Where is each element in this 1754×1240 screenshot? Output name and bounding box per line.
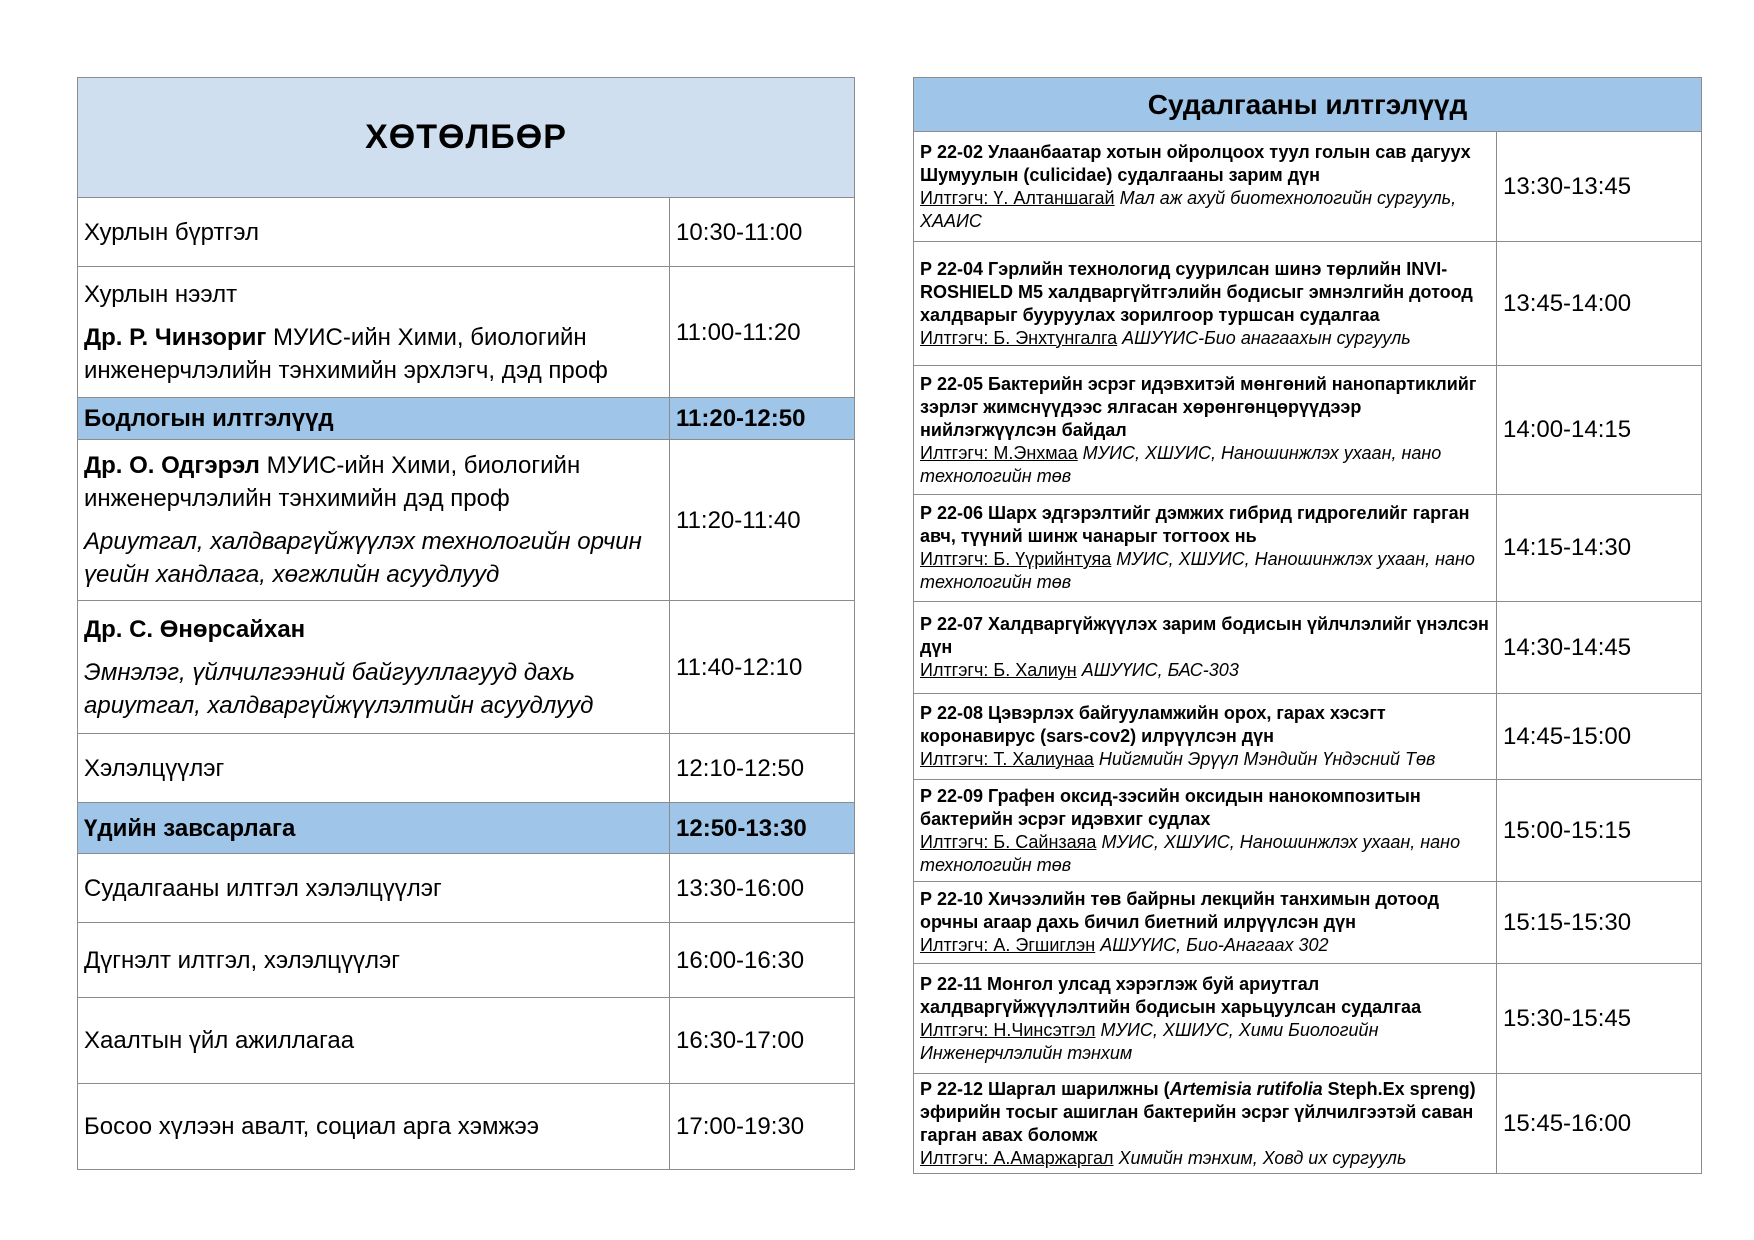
program-item-label: Хурлын бүртгэл bbox=[78, 198, 670, 267]
presentation-cell bbox=[914, 882, 1497, 964]
presentation-cell bbox=[914, 694, 1497, 780]
presentation-cell bbox=[914, 602, 1497, 694]
table-row bbox=[78, 601, 855, 734]
program-item-time: 16:30-17:00 bbox=[670, 998, 855, 1084]
presentation-time: 14:15-14:30 bbox=[1497, 495, 1702, 602]
program-item-speaker-line bbox=[84, 613, 663, 646]
presenter-name: Илтгэгч: Б. Сайнзаяа bbox=[920, 831, 1097, 852]
presenter-affiliation: МУИС, ХШИУС, Хими Биологийн Инженерчлэлийн тэнхим bbox=[920, 1019, 1379, 1063]
presentation-title-part: Steph.Ex spreng) эфирийн тосыг ашиглан бактерийн эсрэг үйлчилгээтэй саван гарган авах боломж bbox=[920, 1078, 1476, 1145]
table-row bbox=[914, 366, 1702, 495]
presentation-cell bbox=[914, 132, 1497, 242]
program-item-label: Хаалтын үйл ажиллагаа bbox=[78, 998, 670, 1084]
presenter-affiliation: АШУҮИС, БАС-303 bbox=[1076, 660, 1239, 680]
table-row bbox=[78, 267, 855, 398]
table-row bbox=[78, 923, 855, 998]
presentation-title: Р 22-05 Бактерийн эсрэг идэвхитэй мөнгөний нанопартиклийг зэрлэг жимснүүдээс ялгасан хөрөнгөнцөрүүдээр нийлэгжүүлсэн байдал bbox=[920, 373, 1477, 440]
presentation-time: 15:30-15:45 bbox=[1497, 964, 1702, 1074]
speaker-affiliation: МУИС-ийн Хими, биологийн инженерчлэлийн тэнхимийн эрхлэгч, дэд проф bbox=[84, 323, 608, 384]
program-item-speaker-line bbox=[84, 321, 663, 387]
talk-topic bbox=[84, 656, 663, 722]
table-row bbox=[914, 242, 1702, 366]
presentation-title: Р 22-11 Монгол улсад хэрэглэж буй ариутгал халдваргүйжүүлэлтийн бодисын харьцуулсан судалгаа bbox=[920, 973, 1422, 1017]
presentation-time: 14:00-14:15 bbox=[1497, 366, 1702, 495]
presenter-name: Илтгэгч: М.Энхмаа bbox=[920, 442, 1078, 463]
presenter-affiliation: Нийгмийн Эрүүл Мэндийн Үндэсний Төв bbox=[1093, 749, 1436, 769]
program-item-time: 12:10-12:50 bbox=[670, 734, 855, 803]
presenter-line bbox=[920, 831, 1490, 877]
presenter-name: Илтгэгч: Н.Чинсэтгэл bbox=[920, 1019, 1096, 1040]
speaker-name: Др. Р. Чинзориг bbox=[84, 323, 267, 351]
presenter-line bbox=[920, 548, 1490, 594]
table-row bbox=[914, 694, 1702, 780]
presentations-title: Судалгааны илтгэлүүд bbox=[914, 78, 1702, 132]
table-row bbox=[914, 882, 1702, 964]
program-item-time: 16:00-16:30 bbox=[670, 923, 855, 998]
presenter-line bbox=[920, 1019, 1490, 1065]
program-item-time: 11:20-11:40 bbox=[670, 440, 855, 601]
presenter-name: Илтгэгч: Ү. Алтаншагай bbox=[920, 187, 1115, 208]
program-header-row bbox=[78, 78, 855, 198]
program-title: ХӨТӨЛБӨР bbox=[78, 78, 855, 198]
section-label: Бодлогын илтгэлүүд bbox=[78, 398, 670, 440]
table-row bbox=[78, 998, 855, 1084]
table-row bbox=[78, 198, 855, 267]
presentation-title: Р 22-10 Хичээлийн төв байрны лекцийн танхимын дотоод орчны агаар дахь бичил биетний илрүүлсэн дүн bbox=[920, 889, 1440, 932]
program-item-speaker-line bbox=[84, 449, 663, 515]
presenter-name: Илтгэгч: Б. Энхтунгалга bbox=[920, 327, 1118, 348]
presentation-time: 15:45-16:00 bbox=[1497, 1074, 1702, 1174]
program-item-label: Босоо хүлээн авалт, социал арга хэмжээ bbox=[78, 1084, 670, 1170]
presentations-table bbox=[913, 77, 1702, 1174]
speaker-name: Др. С. Өнөрсайхан bbox=[84, 615, 306, 643]
table-row bbox=[914, 132, 1702, 242]
section-label: Үдийн завсарлага bbox=[78, 803, 670, 854]
presenter-affiliation: АШУҮИС, Био-Анагаах 302 bbox=[1095, 935, 1329, 955]
presentation-cell bbox=[914, 366, 1497, 495]
presentation-cell bbox=[914, 1074, 1497, 1174]
presentation-time: 14:45-15:00 bbox=[1497, 694, 1702, 780]
speaker-name: Др. О. Одгэрэл bbox=[84, 452, 260, 479]
table-row bbox=[78, 1084, 855, 1170]
program-item-label: Дүгнэлт илтгэл, хэлэлцүүлэг bbox=[78, 923, 670, 998]
species-name: Artemisia rutifolia bbox=[1169, 1078, 1323, 1099]
table-row bbox=[914, 780, 1702, 882]
talk-topic bbox=[84, 525, 663, 591]
table-row bbox=[914, 602, 1702, 694]
section-time: 11:20-12:50 bbox=[670, 398, 855, 440]
table-row bbox=[914, 1074, 1702, 1174]
presenter-name: Илтгэгч: Т. Халиунаа bbox=[920, 749, 1094, 769]
presenter-affiliation: АШУҮИС-Био анагаахын сургууль bbox=[1117, 327, 1411, 348]
presentation-cell bbox=[914, 242, 1497, 366]
presentation-time: 14:30-14:45 bbox=[1497, 602, 1702, 694]
table-row bbox=[78, 440, 855, 601]
presentation-time: 13:45-14:00 bbox=[1497, 242, 1702, 366]
table-row bbox=[78, 854, 855, 923]
program-item-label: Хэлэлцүүлэг bbox=[78, 734, 670, 803]
program-item-cell bbox=[78, 440, 670, 601]
presentation-cell bbox=[914, 964, 1497, 1074]
presentation-cell bbox=[914, 780, 1497, 882]
talk-topic-text: Ариутгал, халдваргүйжүүлэх технологийн орчин үеийн хандлага, хөгжлийн асуудлууд bbox=[84, 528, 642, 588]
presenter-line bbox=[920, 442, 1490, 488]
program-item-time: 13:30-16:00 bbox=[670, 854, 855, 923]
presenter-name: Илтгэгч: А.Амаржаргал bbox=[920, 1147, 1114, 1168]
presenter-affiliation: МУИС, ХШУИС, Наношинжлэх ухаан, нано технологийн төв bbox=[920, 442, 1442, 486]
presentation-title: Р 22-02 Улаанбаатар хотын ойролцоох туул голын сав дагуух Шумуулын (culicidae) судалгааны зарим дүн bbox=[920, 141, 1471, 185]
presenter-line bbox=[920, 659, 1490, 682]
presentation-title: Р 22-07 Халдваргүйжүүлэх зарим бодисын үйлчлэлийг үнэлсэн дүн bbox=[920, 614, 1489, 657]
presentation-title: Р 22-06 Шарх эдгэрэлтийг дэмжих гибрид гидрогелийг гарган авч, түүний шинж чанарыг тогтоох нь bbox=[920, 503, 1470, 546]
presenter-affiliation: МУИС, ХШУИС, Наношинжлэх ухаан, нано технологийн төв bbox=[920, 831, 1461, 875]
presenter-name: Илтгэгч: А. Эгшиглэн bbox=[920, 935, 1096, 955]
talk-topic-text: Эмнэлэг, үйлчилгээний байгууллагууд дахь ариутгал, халдваргүйжүүлэлтийн асуудлууд bbox=[84, 658, 594, 719]
presentations-header-row bbox=[914, 78, 1702, 132]
program-table bbox=[77, 77, 855, 1170]
table-row bbox=[78, 734, 855, 803]
section-row bbox=[78, 803, 855, 854]
presenter-line bbox=[920, 934, 1490, 957]
presentation-cell bbox=[914, 495, 1497, 602]
program-item-time: 10:30-11:00 bbox=[670, 198, 855, 267]
presenter-name: Илтгэгч: Б. Үүрийнтуяа bbox=[920, 549, 1112, 569]
program-item-label: Судалгааны илтгэл хэлэлцүүлэг bbox=[78, 854, 670, 923]
presenter-affiliation: Химийн тэнхим, Ховд их сургууль bbox=[1113, 1147, 1407, 1168]
program-item-cell bbox=[78, 267, 670, 398]
presentation-time: 13:30-13:45 bbox=[1497, 132, 1702, 242]
table-row bbox=[914, 495, 1702, 602]
presenter-line bbox=[920, 327, 1490, 350]
presentation-title: Р 22-04 Гэрлийн технологид суурилсан шинэ төрлийн INVI-ROSHIELD M5 халдваргүйтгэлийн бодисыг эмнэлгийн дотоод халдварыг бууруулах зорилгоор туршсан судалгаа bbox=[920, 258, 1473, 325]
presentation-title-part: Р 22-12 Шаргал шарилжны ( bbox=[920, 1078, 1170, 1099]
presenter-line bbox=[920, 187, 1490, 233]
presenter-affiliation: Мал аж ахуй биотехнологийн сургууль, ХААИС bbox=[920, 187, 1457, 231]
program-item-time: 11:40-12:10 bbox=[670, 601, 855, 734]
program-item-time: 11:00-11:20 bbox=[670, 267, 855, 398]
program-item-heading: Хурлын нээлт bbox=[84, 280, 238, 308]
speaker-affiliation: МУИС-ийн Хими, биологийн инженерчлэлийн тэнхимийн дэд проф bbox=[84, 452, 581, 512]
presenter-affiliation: МУИС, ХШУИС, Наношинжлэх ухаан, нано технологийн төв bbox=[920, 549, 1475, 592]
presentation-title: Р 22-09 Графен оксид-зэсийн оксидын нанокомпозитын бактерийн эсрэг идэвхиг судлах bbox=[920, 785, 1421, 829]
program-item-cell bbox=[78, 601, 670, 734]
program-item-time: 17:00-19:30 bbox=[670, 1084, 855, 1170]
presenter-line bbox=[920, 748, 1490, 771]
presentation-time: 15:15-15:30 bbox=[1497, 882, 1702, 964]
presenter-name: Илтгэгч: Б. Халиун bbox=[920, 660, 1077, 680]
presentation-title: Р 22-08 Цэвэрлэх байгууламжийн орох, гарах хэсэгт коронавирус (sars-cov2) илрүүлсэн дүн bbox=[920, 703, 1386, 746]
table-row bbox=[914, 964, 1702, 1074]
presenter-line bbox=[920, 1147, 1490, 1170]
presentation-title bbox=[920, 1078, 1490, 1147]
section-row bbox=[78, 398, 855, 440]
section-time: 12:50-13:30 bbox=[670, 803, 855, 854]
presentation-time: 15:00-15:15 bbox=[1497, 780, 1702, 882]
